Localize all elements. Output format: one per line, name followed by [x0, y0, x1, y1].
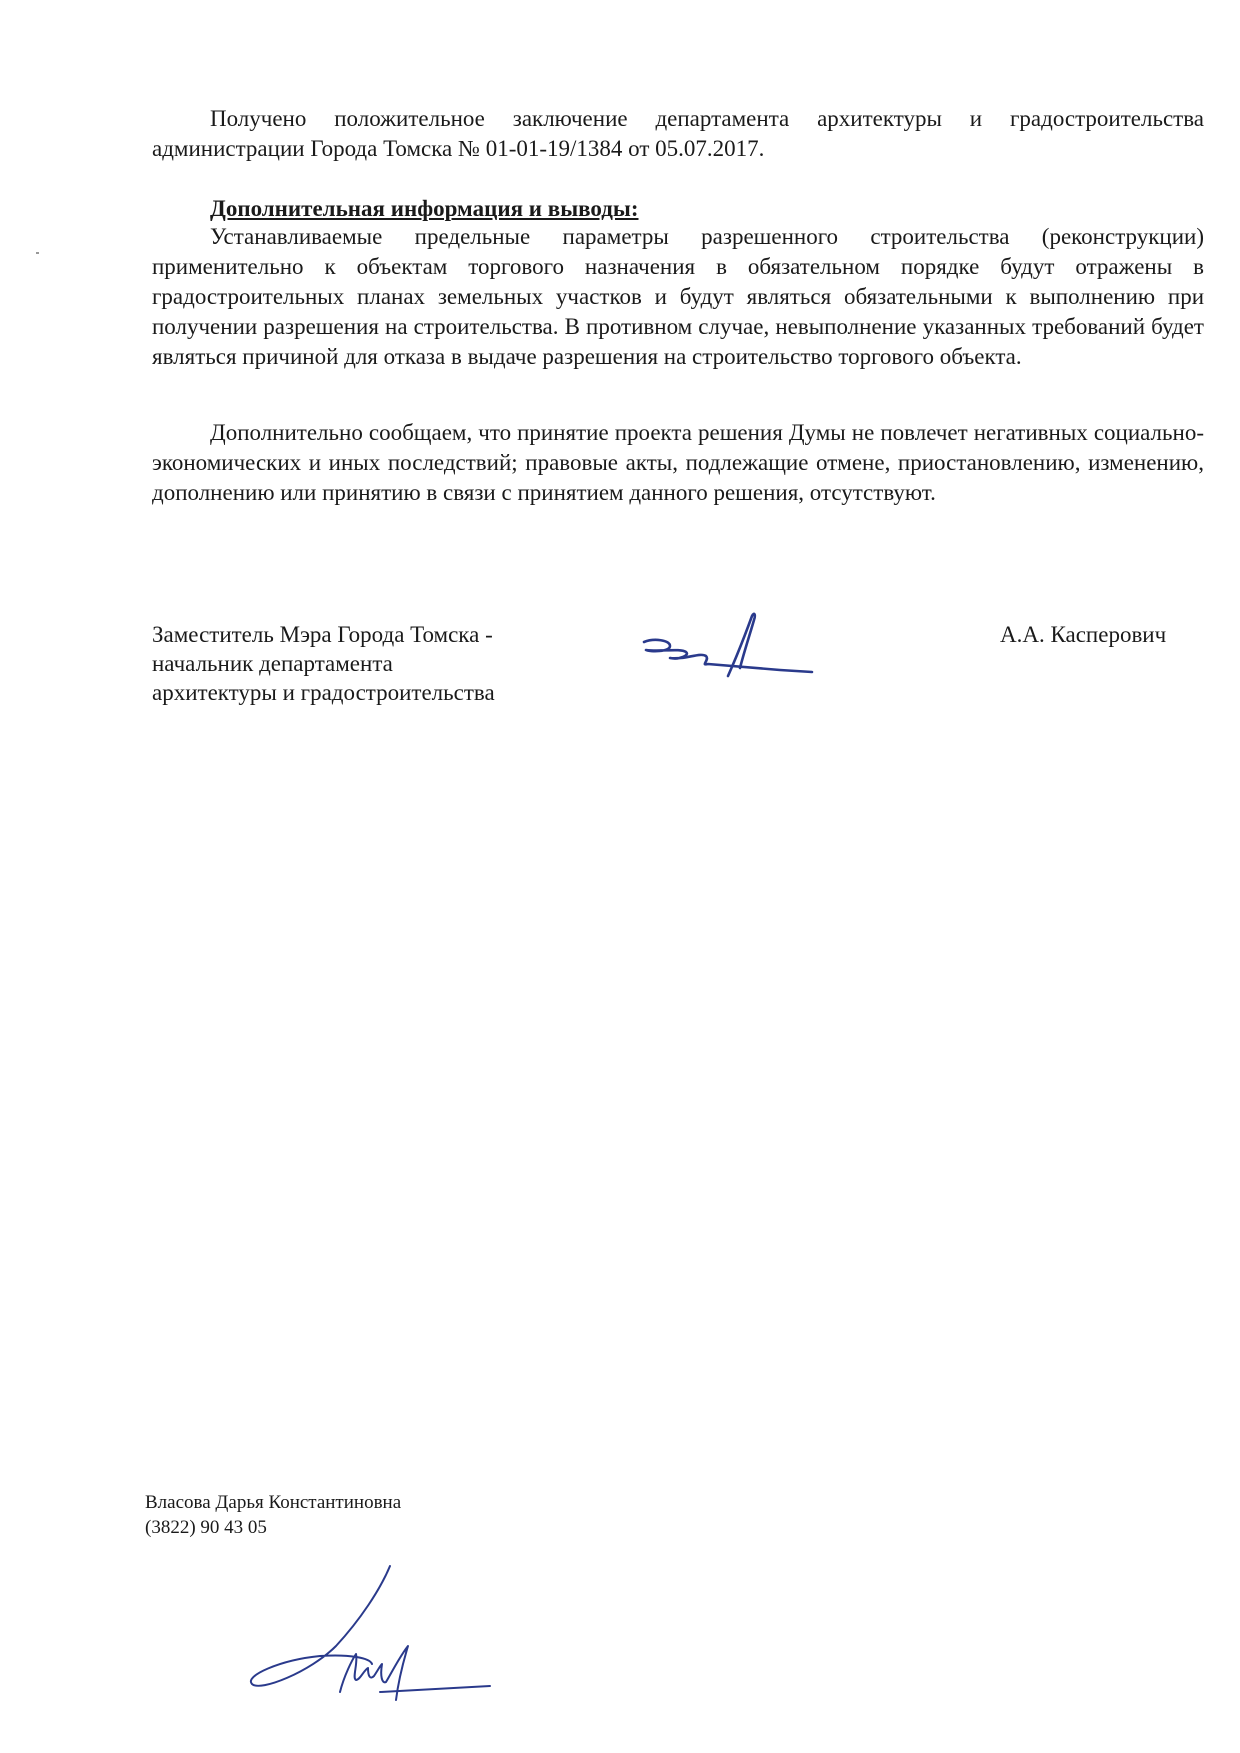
signer-position-line: Заместитель Мэра Города Томска -: [152, 622, 493, 647]
handwritten-signature: [640, 608, 815, 688]
scan-speck: [36, 252, 39, 254]
executor-phone: (3822) 90 43 05: [145, 1517, 267, 1538]
executor-paraph: [240, 1560, 500, 1710]
executor-name: Власова Дарья Константиновна: [145, 1492, 402, 1513]
paragraph-conclusion: Получено положительное заключение департамента архитектуры и градостроительства администрации Города Томска № 01-01-19/1384 от 05.07.2017.: [152, 106, 1204, 161]
executor-block: [145, 1490, 401, 1540]
signer-position-line: архитектуры и градостроительства: [152, 680, 495, 705]
signer-position-line: начальник департамента: [152, 651, 393, 676]
signer-position: [152, 620, 495, 707]
section-heading: Дополнительная информация и выводы:: [210, 196, 639, 221]
paragraph-additional-info: Устанавливаемые предельные параметры разрешенного строительства (реконструкции) применительно к объектам торгового назначения в обязательном порядке будут отражены в градостроительных планах земельных участков и будут являться обязательными к выполнению при получении разрешения на строительства. В противном случае, невыполнение указанных требований будет являться причиной для отказа в выдаче разрешения на строительство торгового объекта.: [152, 224, 1204, 369]
signer-name: А.А. Касперович: [1000, 622, 1167, 647]
paragraph-consequences: Дополнительно сообщаем, что принятие проекта решения Думы не повлечет негативных социально-экономических и иных последствий; правовые акты, подлежащие отмене, приостановлению, изменению, дополнению или принятию в связи с принятием данного решения, отсутствуют.: [152, 420, 1204, 505]
